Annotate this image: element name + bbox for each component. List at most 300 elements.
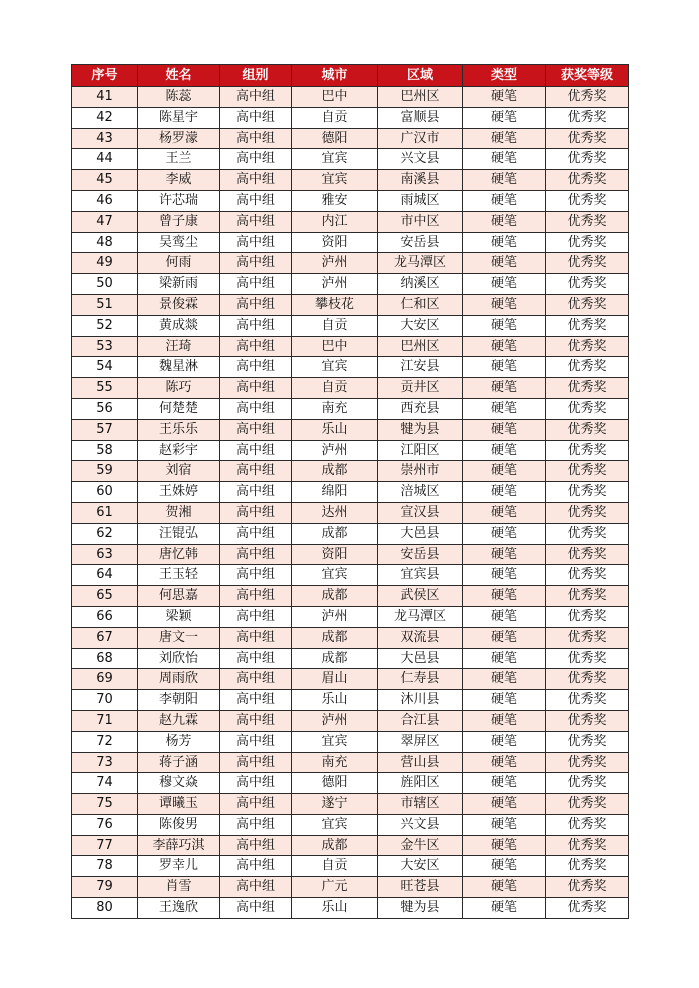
cell-award-level: 优秀奖 [546,627,629,648]
table-row [72,898,629,919]
table-row [72,606,629,627]
cell-type: 硬笔 [463,856,546,877]
cell-serial: 74 [72,773,138,794]
table-row [72,773,629,794]
cell-serial: 62 [72,523,138,544]
table-row [72,586,629,607]
cell-name: 陈星宇 [138,107,220,128]
table-row [72,669,629,690]
cell-serial: 55 [72,378,138,399]
cell-city: 泸州 [292,253,378,274]
cell-name: 罗幸儿 [138,856,220,877]
cell-district: 安岳县 [378,232,463,253]
cell-name: 杨罗濛 [138,128,220,149]
table-row [72,274,629,295]
cell-award-level: 优秀奖 [546,877,629,898]
table-row [72,190,629,211]
cell-award-level: 优秀奖 [546,794,629,815]
cell-city: 宜宾 [292,357,378,378]
table-row [72,440,629,461]
cell-group: 高中组 [220,294,292,315]
cell-award-level: 优秀奖 [546,128,629,149]
cell-district: 龙马潭区 [378,606,463,627]
cell-district: 贡井区 [378,378,463,399]
cell-group: 高中组 [220,315,292,336]
cell-name: 唐文一 [138,627,220,648]
cell-type: 硬笔 [463,378,546,399]
cell-name: 陈俊男 [138,814,220,835]
cell-group: 高中组 [220,690,292,711]
table-row [72,315,629,336]
table-row [72,752,629,773]
cell-name: 王玉轻 [138,565,220,586]
cell-award-level: 优秀奖 [546,731,629,752]
cell-award-level: 优秀奖 [546,482,629,503]
cell-district: 合江县 [378,710,463,731]
cell-serial: 73 [72,752,138,773]
cell-group: 高中组 [220,606,292,627]
cell-type: 硬笔 [463,731,546,752]
cell-district: 南溪县 [378,170,463,191]
cell-type: 硬笔 [463,669,546,690]
header-award-level: 获奖等级 [546,65,629,87]
cell-type: 硬笔 [463,107,546,128]
cell-type: 硬笔 [463,149,546,170]
cell-serial: 76 [72,814,138,835]
cell-city: 自贡 [292,315,378,336]
cell-type: 硬笔 [463,87,546,108]
cell-serial: 56 [72,398,138,419]
cell-type: 硬笔 [463,128,546,149]
table-row [72,253,629,274]
cell-city: 攀枝花 [292,294,378,315]
table-row [72,419,629,440]
cell-name: 周雨欣 [138,669,220,690]
cell-name: 王姝婷 [138,482,220,503]
cell-district: 大安区 [378,856,463,877]
table-row [72,482,629,503]
cell-name: 何雨 [138,253,220,274]
cell-city: 宜宾 [292,565,378,586]
cell-serial: 54 [72,357,138,378]
cell-district: 西充县 [378,398,463,419]
cell-group: 高中组 [220,627,292,648]
cell-serial: 70 [72,690,138,711]
table-row [72,877,629,898]
cell-award-level: 优秀奖 [546,211,629,232]
cell-name: 肖雪 [138,877,220,898]
cell-city: 泸州 [292,606,378,627]
cell-type: 硬笔 [463,648,546,669]
cell-district: 宜宾县 [378,565,463,586]
cell-award-level: 优秀奖 [546,565,629,586]
cell-award-level: 优秀奖 [546,149,629,170]
cell-serial: 69 [72,669,138,690]
cell-name: 刘欣怡 [138,648,220,669]
cell-type: 硬笔 [463,565,546,586]
cell-district: 旌阳区 [378,773,463,794]
cell-group: 高中组 [220,190,292,211]
cell-type: 硬笔 [463,586,546,607]
cell-group: 高中组 [220,149,292,170]
cell-group: 高中组 [220,128,292,149]
cell-city: 雅安 [292,190,378,211]
cell-group: 高中组 [220,856,292,877]
table-row [72,794,629,815]
cell-name: 许芯瑞 [138,190,220,211]
cell-type: 硬笔 [463,294,546,315]
cell-award-level: 优秀奖 [546,461,629,482]
cell-city: 南充 [292,752,378,773]
cell-district: 大邑县 [378,648,463,669]
cell-city: 泸州 [292,274,378,295]
cell-name: 穆文焱 [138,773,220,794]
cell-award-level: 优秀奖 [546,398,629,419]
cell-type: 硬笔 [463,627,546,648]
cell-type: 硬笔 [463,274,546,295]
cell-type: 硬笔 [463,190,546,211]
cell-district: 江阳区 [378,440,463,461]
cell-name: 景俊霖 [138,294,220,315]
cell-district: 雨城区 [378,190,463,211]
cell-type: 硬笔 [463,253,546,274]
cell-city: 泸州 [292,710,378,731]
cell-type: 硬笔 [463,710,546,731]
cell-district: 市辖区 [378,794,463,815]
cell-group: 高中组 [220,419,292,440]
cell-award-level: 优秀奖 [546,253,629,274]
cell-serial: 64 [72,565,138,586]
header-name: 姓名 [138,65,220,87]
cell-serial: 72 [72,731,138,752]
cell-type: 硬笔 [463,232,546,253]
cell-name: 李威 [138,170,220,191]
cell-serial: 43 [72,128,138,149]
cell-city: 南充 [292,398,378,419]
header-serial: 序号 [72,65,138,87]
cell-serial: 47 [72,211,138,232]
cell-group: 高中组 [220,253,292,274]
cell-serial: 67 [72,627,138,648]
cell-serial: 45 [72,170,138,191]
table-row [72,87,629,108]
cell-name: 王逸欣 [138,898,220,919]
cell-group: 高中组 [220,544,292,565]
cell-district: 武侯区 [378,586,463,607]
cell-type: 硬笔 [463,419,546,440]
cell-name: 梁新雨 [138,274,220,295]
cell-name: 黄成燚 [138,315,220,336]
cell-city: 广元 [292,877,378,898]
cell-serial: 68 [72,648,138,669]
cell-award-level: 优秀奖 [546,648,629,669]
cell-type: 硬笔 [463,502,546,523]
cell-city: 宜宾 [292,170,378,191]
cell-group: 高中组 [220,440,292,461]
cell-serial: 59 [72,461,138,482]
cell-type: 硬笔 [463,440,546,461]
cell-group: 高中组 [220,87,292,108]
cell-serial: 41 [72,87,138,108]
cell-group: 高中组 [220,398,292,419]
cell-city: 自贡 [292,856,378,877]
cell-serial: 51 [72,294,138,315]
cell-city: 自贡 [292,107,378,128]
cell-award-level: 优秀奖 [546,357,629,378]
cell-type: 硬笔 [463,461,546,482]
cell-serial: 49 [72,253,138,274]
cell-name: 王兰 [138,149,220,170]
cell-award-level: 优秀奖 [546,502,629,523]
cell-name: 赵彩宇 [138,440,220,461]
cell-group: 高中组 [220,357,292,378]
cell-award-level: 优秀奖 [546,606,629,627]
cell-serial: 80 [72,898,138,919]
cell-district: 金牛区 [378,835,463,856]
cell-group: 高中组 [220,898,292,919]
table-row [72,461,629,482]
cell-district: 兴文县 [378,814,463,835]
cell-district: 巴州区 [378,336,463,357]
header-city: 城市 [292,65,378,87]
cell-district: 大邑县 [378,523,463,544]
cell-award-level: 优秀奖 [546,586,629,607]
cell-serial: 65 [72,586,138,607]
cell-city: 巴中 [292,87,378,108]
cell-type: 硬笔 [463,211,546,232]
cell-city: 宜宾 [292,731,378,752]
cell-city: 德阳 [292,128,378,149]
cell-city: 成都 [292,523,378,544]
cell-serial: 57 [72,419,138,440]
cell-award-level: 优秀奖 [546,87,629,108]
cell-type: 硬笔 [463,773,546,794]
cell-district: 仁寿县 [378,669,463,690]
cell-serial: 71 [72,710,138,731]
cell-type: 硬笔 [463,877,546,898]
cell-award-level: 优秀奖 [546,440,629,461]
cell-district: 沐川县 [378,690,463,711]
cell-award-level: 优秀奖 [546,856,629,877]
table-row [72,107,629,128]
cell-award-level: 优秀奖 [546,814,629,835]
table-row [72,627,629,648]
table-row [72,170,629,191]
cell-district: 翠屏区 [378,731,463,752]
table-row [72,856,629,877]
cell-award-level: 优秀奖 [546,190,629,211]
cell-district: 旺苍县 [378,877,463,898]
cell-name: 梁颖 [138,606,220,627]
header-group: 组别 [220,65,292,87]
cell-group: 高中组 [220,482,292,503]
cell-city: 资阳 [292,544,378,565]
cell-type: 硬笔 [463,315,546,336]
cell-group: 高中组 [220,710,292,731]
cell-group: 高中组 [220,461,292,482]
cell-city: 自贡 [292,378,378,399]
cell-award-level: 优秀奖 [546,835,629,856]
cell-district: 兴文县 [378,149,463,170]
cell-city: 绵阳 [292,482,378,503]
cell-city: 成都 [292,586,378,607]
cell-city: 眉山 [292,669,378,690]
cell-city: 资阳 [292,232,378,253]
header-type: 类型 [463,65,546,87]
cell-serial: 46 [72,190,138,211]
cell-serial: 58 [72,440,138,461]
cell-district: 广汉市 [378,128,463,149]
cell-group: 高中组 [220,752,292,773]
cell-district: 崇州市 [378,461,463,482]
table-row [72,690,629,711]
table-row [72,523,629,544]
cell-district: 巴州区 [378,87,463,108]
cell-serial: 60 [72,482,138,503]
cell-name: 刘宿 [138,461,220,482]
cell-type: 硬笔 [463,523,546,544]
cell-type: 硬笔 [463,544,546,565]
table-row [72,544,629,565]
cell-name: 赵九霖 [138,710,220,731]
table-row [72,398,629,419]
cell-group: 高中组 [220,877,292,898]
cell-group: 高中组 [220,502,292,523]
cell-serial: 42 [72,107,138,128]
cell-district: 犍为县 [378,898,463,919]
cell-name: 陈蕊 [138,87,220,108]
table-row [72,814,629,835]
cell-city: 巴中 [292,336,378,357]
cell-type: 硬笔 [463,752,546,773]
header-district: 区域 [378,65,463,87]
cell-award-level: 优秀奖 [546,274,629,295]
cell-city: 泸州 [292,440,378,461]
cell-award-level: 优秀奖 [546,523,629,544]
cell-city: 乐山 [292,898,378,919]
cell-group: 高中组 [220,378,292,399]
cell-group: 高中组 [220,211,292,232]
cell-serial: 79 [72,877,138,898]
cell-award-level: 优秀奖 [546,294,629,315]
cell-city: 达州 [292,502,378,523]
cell-city: 成都 [292,648,378,669]
cell-name: 李朝阳 [138,690,220,711]
cell-group: 高中组 [220,107,292,128]
cell-award-level: 优秀奖 [546,710,629,731]
header-row [72,65,629,87]
cell-name: 王乐乐 [138,419,220,440]
cell-serial: 48 [72,232,138,253]
cell-city: 乐山 [292,690,378,711]
cell-district: 富顺县 [378,107,463,128]
cell-name: 唐忆韩 [138,544,220,565]
cell-district: 营山县 [378,752,463,773]
cell-type: 硬笔 [463,835,546,856]
table-row [72,232,629,253]
cell-award-level: 优秀奖 [546,898,629,919]
table-row [72,357,629,378]
cell-district: 双流县 [378,627,463,648]
cell-award-level: 优秀奖 [546,690,629,711]
cell-name: 谭曦玉 [138,794,220,815]
cell-name: 李薛巧淇 [138,835,220,856]
cell-award-level: 优秀奖 [546,107,629,128]
cell-district: 江安县 [378,357,463,378]
cell-district: 安岳县 [378,544,463,565]
cell-city: 成都 [292,461,378,482]
cell-name: 贺湘 [138,502,220,523]
cell-district: 涪城区 [378,482,463,503]
cell-serial: 61 [72,502,138,523]
cell-group: 高中组 [220,523,292,544]
cell-name: 汪琦 [138,336,220,357]
cell-district: 市中区 [378,211,463,232]
cell-type: 硬笔 [463,690,546,711]
table-row [72,336,629,357]
cell-type: 硬笔 [463,398,546,419]
cell-serial: 52 [72,315,138,336]
cell-name: 杨芳 [138,731,220,752]
table-row [72,378,629,399]
cell-group: 高中组 [220,232,292,253]
cell-group: 高中组 [220,565,292,586]
cell-city: 乐山 [292,419,378,440]
award-list-sheet [71,64,628,919]
cell-district: 犍为县 [378,419,463,440]
cell-type: 硬笔 [463,814,546,835]
cell-award-level: 优秀奖 [546,315,629,336]
cell-name: 蒋子涵 [138,752,220,773]
cell-group: 高中组 [220,835,292,856]
cell-name: 魏星淋 [138,357,220,378]
cell-award-level: 优秀奖 [546,752,629,773]
cell-group: 高中组 [220,669,292,690]
cell-award-level: 优秀奖 [546,378,629,399]
cell-type: 硬笔 [463,898,546,919]
cell-group: 高中组 [220,170,292,191]
cell-district: 纳溪区 [378,274,463,295]
cell-name: 陈巧 [138,378,220,399]
cell-name: 何楚楚 [138,398,220,419]
cell-award-level: 优秀奖 [546,669,629,690]
cell-award-level: 优秀奖 [546,336,629,357]
cell-serial: 50 [72,274,138,295]
cell-serial: 78 [72,856,138,877]
cell-city: 宜宾 [292,149,378,170]
table-row [72,648,629,669]
table-row [72,835,629,856]
cell-award-level: 优秀奖 [546,170,629,191]
table-row [72,710,629,731]
cell-district: 宣汉县 [378,502,463,523]
cell-type: 硬笔 [463,170,546,191]
cell-city: 宜宾 [292,814,378,835]
cell-serial: 66 [72,606,138,627]
cell-group: 高中组 [220,274,292,295]
cell-type: 硬笔 [463,606,546,627]
cell-city: 内江 [292,211,378,232]
cell-serial: 75 [72,794,138,815]
table-row [72,211,629,232]
cell-serial: 63 [72,544,138,565]
table-row [72,502,629,523]
cell-award-level: 优秀奖 [546,773,629,794]
cell-district: 龙马潭区 [378,253,463,274]
cell-name: 曾子康 [138,211,220,232]
cell-group: 高中组 [220,336,292,357]
cell-city: 遂宁 [292,794,378,815]
